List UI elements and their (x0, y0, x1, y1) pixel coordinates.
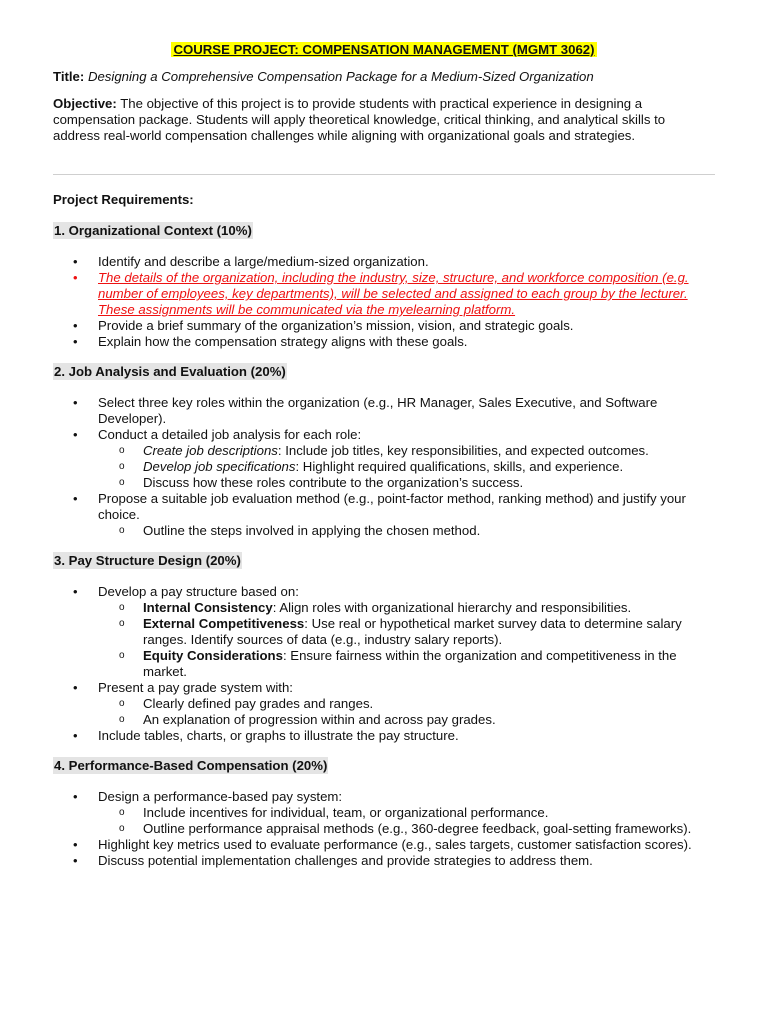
objective-paragraph (53, 96, 715, 144)
course-title: COURSE PROJECT: COMPENSATION MANAGEMENT (MGMT 3062) (173, 42, 595, 57)
list-item: • Present a pay grade system with: o Clearly defined pay grades and ranges. o An explanation of progression within and across pay grades. (53, 680, 715, 728)
section-1-list (53, 254, 715, 350)
section-heading: 1. Organizational Context (10%) (54, 223, 252, 238)
list-item: • Include tables, charts, or graphs to illustrate the pay structure. (53, 728, 715, 744)
sub-list-item: o Clearly defined pay grades and ranges. (98, 696, 715, 712)
sub-list-item: o External Competitiveness: Use real or hypothetical market survey data to determine salary ranges. Identify sources of data (e.g., industry salary reports). (98, 616, 715, 648)
assignment-note: • The details of the organization, including the industry, size, structure, and workforce composition (e.g. number of employees, key departments), will be selected and assigned to each group by the lecturer. These assignments will be communicated via the myelearning platform. (53, 270, 715, 318)
objective-label: Objective: (53, 96, 117, 111)
section-heading: 2. Job Analysis and Evaluation (20%) (54, 364, 286, 379)
section-4-list (53, 789, 715, 869)
sub-list (98, 696, 715, 728)
sub-list (98, 443, 715, 491)
objective-text: The objective of this project is to provide students with practical experience in designing a compensation package. Students will apply theoretical knowledge, critical thinking, and analytical skills to address real-world compensation challenges while aligning with organizational goals and strategies. (53, 96, 666, 143)
section-2-list (53, 395, 715, 539)
list-item: • Select three key roles within the organization (e.g., HR Manager, Sales Executive, and Software Developer). (53, 395, 715, 427)
requirements-heading: Project Requirements: (53, 192, 194, 207)
sub-list-item: o An explanation of progression within and across pay grades. (98, 712, 715, 728)
sub-list (98, 600, 715, 680)
sub-list-item: o Include incentives for individual, team, or organizational performance. (98, 805, 715, 821)
list-item: • Identify and describe a large/medium-sized organization. (53, 254, 715, 270)
list-item: • Conduct a detailed job analysis for each role: o Create job descriptions: Include job titles, key responsibilities, and expected outcomes. o Develop job specifications: Highlight required qualifications, skills, and experience. o Discuss how these roles contribute to the organization’s success. (53, 427, 715, 491)
list-item: • Propose a suitable job evaluation method (e.g., point-factor method, ranking method) and justify your choice. o Outline the steps involved in applying the chosen method. (53, 491, 715, 539)
sub-list (98, 805, 715, 837)
title-text: Designing a Comprehensive Compensation Package for a Medium-Sized Organization (87, 69, 594, 84)
list-item: • Discuss potential implementation challenges and provide strategies to address them. (53, 853, 715, 869)
title-label: Title: (53, 69, 85, 84)
list-item: • Design a performance-based pay system: o Include incentives for individual, team, or organizational performance. o Outline performance appraisal methods (e.g., 360-degree feedback, goal-setting frameworks). (53, 789, 715, 837)
divider (53, 174, 715, 175)
list-item: • Develop a pay structure based on: o Internal Consistency: Align roles with organizational hierarchy and responsibilities. o External Competitiveness: Use real or hypothetical market survey data to determine salary ranges. Identify sources of data (e.g., industry salary reports). o Equity Considerations: Ensure fairness within the organization and competitiveness in the market. (53, 584, 715, 680)
section-3-list (53, 584, 715, 744)
sub-list-item: o Outline performance appraisal methods (e.g., 360-degree feedback, goal-setting frameworks). (98, 821, 715, 837)
sub-list-item: o Discuss how these roles contribute to the organization’s success. (98, 475, 715, 491)
sub-list-item: o Develop job specifications: Highlight required qualifications, skills, and experience. (98, 459, 715, 475)
sub-list-item: o Internal Consistency: Align roles with organizational hierarchy and responsibilities. (98, 600, 715, 616)
sub-list (98, 523, 715, 539)
list-item: • Explain how the compensation strategy aligns with these goals. (53, 334, 715, 350)
sub-list-item: o Outline the steps involved in applying the chosen method. (98, 523, 715, 539)
section-heading: 4. Performance-Based Compensation (20%) (54, 758, 328, 773)
title-line (53, 69, 715, 85)
list-item: • Provide a brief summary of the organization’s mission, vision, and strategic goals. (53, 318, 715, 334)
document-page (53, 42, 715, 883)
section-heading: 3. Pay Structure Design (20%) (54, 553, 241, 568)
sub-list-item: o Create job descriptions: Include job titles, key responsibilities, and expected outcomes. (98, 443, 715, 459)
sub-list-item: o Equity Considerations: Ensure fairness within the organization and competitiveness in the market. (98, 648, 715, 680)
list-item: • Highlight key metrics used to evaluate performance (e.g., sales targets, customer satisfaction scores). (53, 837, 715, 853)
